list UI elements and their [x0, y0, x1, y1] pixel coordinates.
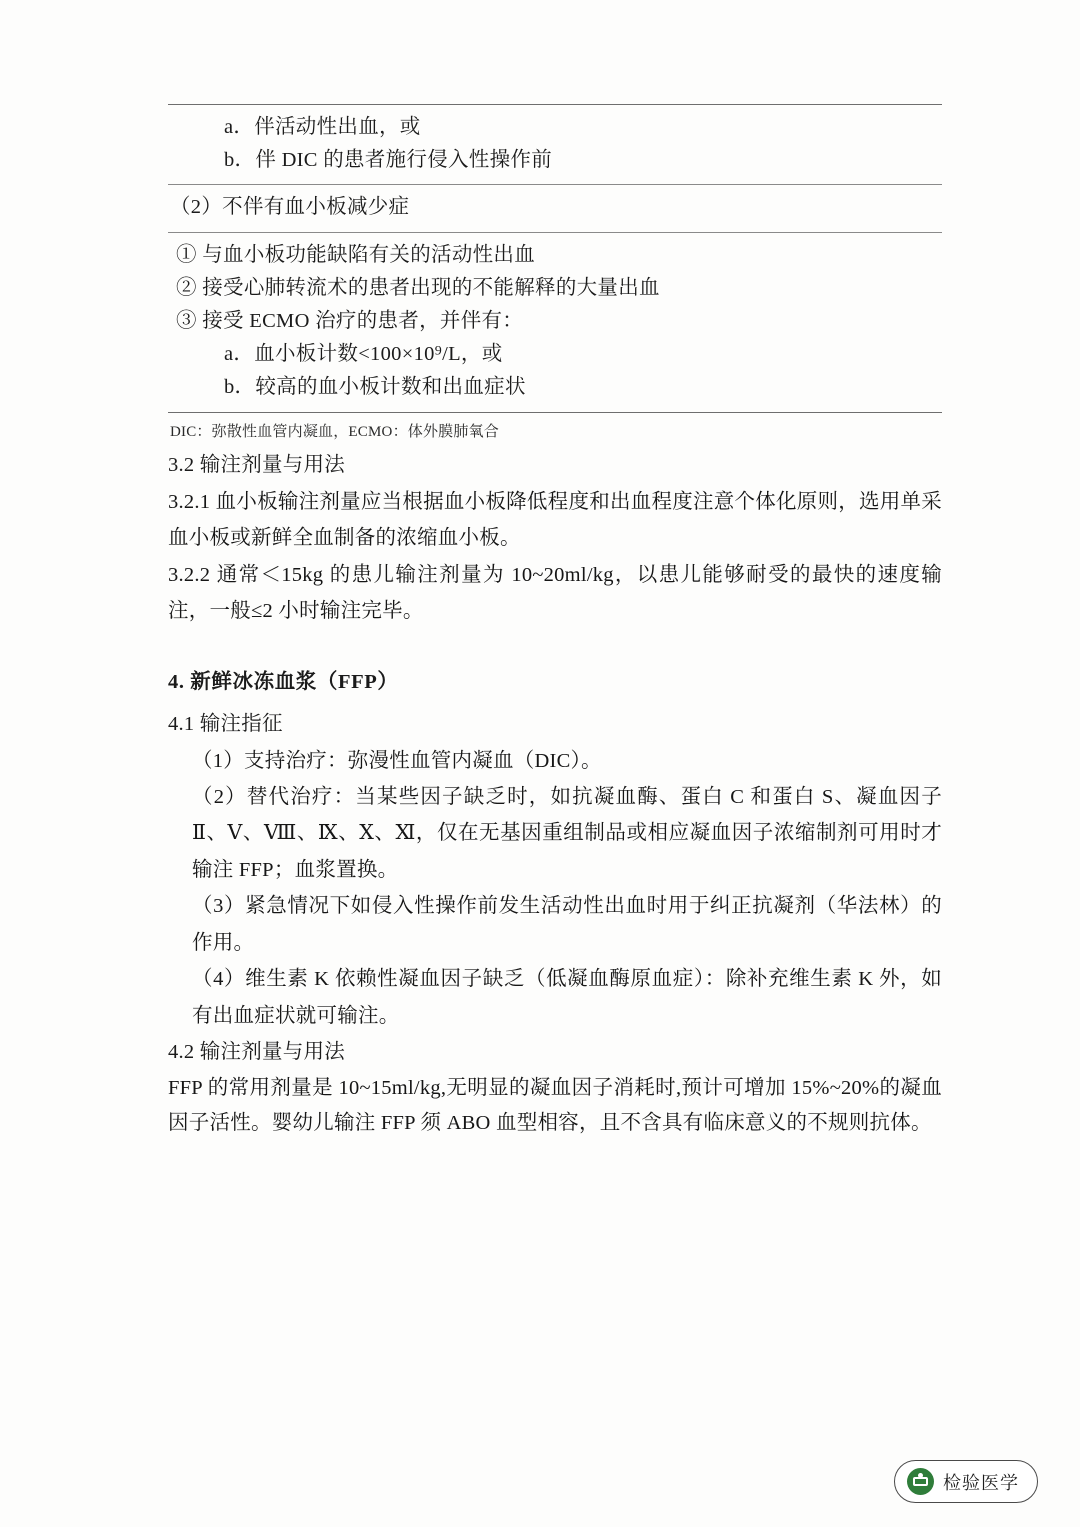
account-name: 检验医学 [943, 1472, 1019, 1493]
table-row [168, 233, 942, 412]
list-item: ① 与血小板功能缺陷有关的活动性出血 [176, 243, 536, 266]
paragraph-4-1-3: （3）紧急情况下如侵入性操作前发生活动性出血时用于纠正抗凝剂（华法林）的作用。 [192, 895, 942, 954]
list-item: ③ 接受 ECMO 治疗的患者，并伴有： [176, 310, 524, 333]
indication-table [168, 104, 942, 447]
list-item: b．伴 DIC 的患者施行侵入性操作前 [224, 149, 553, 172]
table-footnote: DIC：弥散性血管内凝血，ECMO：体外膜肺氧合 [170, 423, 499, 440]
list-item: a．伴活动性出血，或 [224, 116, 421, 138]
paragraph-4-1-1: （1）支持治疗：弥漫性血管内凝血（DIC）。 [192, 749, 602, 772]
paragraph-3-2-1: 3.2.1 血小板输注剂量应当根据血小板降低程度和出血程度注意个体化原则，选用单采血小板或新鲜全血制备的浓缩血小板。 [168, 490, 942, 550]
table-row [168, 105, 942, 184]
section-heading-3-2: 3.2 输注剂量与用法 [168, 454, 345, 477]
section-heading-4: 4. 新鲜冰冻血浆（FFP） [168, 670, 399, 693]
list-item: （2）不伴有血小板减少症 [170, 196, 410, 219]
section-heading-4-2: 4.2 输注剂量与用法 [168, 1041, 345, 1064]
section-heading-4-1: 4.1 输注指征 [168, 713, 283, 736]
paragraph-4-2-1: FFP 的常用剂量是 10~15ml/kg,无明显的凝血因子消耗时,预计可增加 15%~20%的凝血因子活性。婴幼儿输注 FFP 须 ABO 血型相容，且不含具有临床意义的不规则抗体。 [168, 1076, 942, 1135]
document-body [168, 104, 942, 1141]
list-item: b．较高的血小板计数和出血症状 [224, 376, 526, 399]
table-row [168, 185, 942, 231]
paragraph-3-2-2: 3.2.2 通常＜15kg 的患儿输注剂量为 10~20ml/kg，以患儿能够耐受的最快的速度输注，一般≤2 小时输注完毕。 [168, 563, 942, 623]
paragraph-4-1-4: （4）维生素 K 依赖性凝血因子缺乏（低凝血酶原血症）：除补充维生素 K 外，如有出血症状就可输注。 [192, 968, 942, 1027]
list-item: ② 接受心肺转流术的患者出现的不能解释的大量出血 [176, 276, 660, 299]
spacer [168, 630, 942, 664]
list-item: a．血小板计数<100×10⁹/L，或 [224, 343, 503, 366]
paragraph-4-1-2: （2）替代治疗：当某些因子缺乏时，如抗凝血酶、蛋白 C 和蛋白 S、凝血因子Ⅱ、Ⅴ、Ⅷ、Ⅸ、Ⅹ、Ⅺ，仅在无基因重组制品或相应凝血因子浓缩制剂可用时才输注 FFP；血浆置换。 [192, 786, 942, 881]
account-logo-icon [907, 1468, 934, 1495]
footer-account-badge [894, 1460, 1038, 1503]
